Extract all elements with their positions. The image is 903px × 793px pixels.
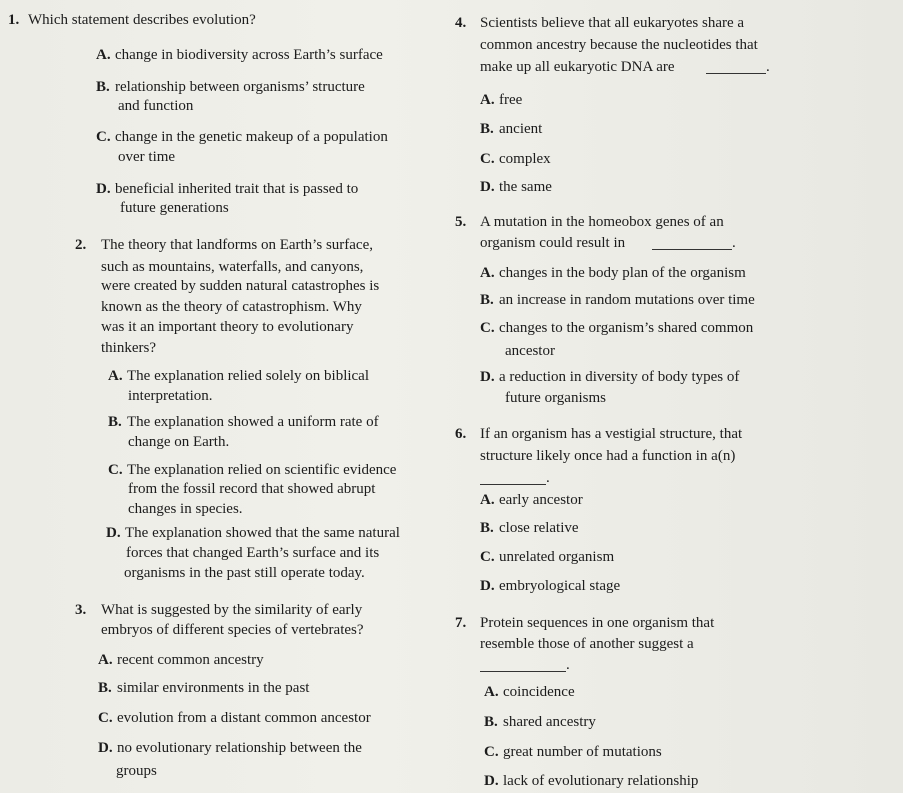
- question-stem: was it an important theory to evolutionary: [101, 319, 354, 335]
- question-stem: known as the theory of catastrophism. Why: [101, 299, 362, 315]
- question-stem: were created by sudden natural catastrophes is: [101, 278, 380, 294]
- answer-blank[interactable]: [480, 483, 546, 485]
- option-text: ancient: [499, 121, 543, 137]
- option-text: free: [499, 92, 523, 108]
- question-stem: Scientists believe that all eukaryotes share a: [480, 15, 745, 31]
- option-letter: A.: [96, 47, 111, 63]
- question-stem: resemble those of another suggest a: [480, 636, 694, 652]
- option-text: shared ancestry: [503, 714, 596, 730]
- option-text: beneficial inherited trait that is passed to: [115, 181, 359, 197]
- option-text: relationship between organisms’ structure: [115, 79, 365, 95]
- question-number: 2.: [75, 237, 87, 253]
- question-number: 5.: [455, 214, 467, 230]
- answer-blank[interactable]: [652, 248, 732, 250]
- question-stem: Protein sequences in one organism that: [480, 615, 715, 631]
- option-text: The explanation relied solely on biblical: [127, 368, 370, 384]
- option-letter: C.: [484, 744, 499, 760]
- option-text: over time: [118, 149, 176, 165]
- option-text: organisms in the past still operate today.: [124, 565, 365, 581]
- option-text: changes in species.: [128, 501, 243, 517]
- option-text: similar environments in the past: [117, 680, 310, 696]
- question-stem: such as mountains, waterfalls, and canyons,: [101, 259, 364, 275]
- question-stem: Which statement describes evolution?: [28, 12, 256, 28]
- option-text: no evolutionary relationship between the: [117, 740, 362, 756]
- option-text: forces that changed Earth’s surface and its: [126, 545, 380, 561]
- option-text: future organisms: [505, 390, 606, 406]
- option-letter: A.: [480, 265, 495, 281]
- question-number: 3.: [75, 602, 87, 618]
- option-letter: C.: [108, 462, 123, 478]
- question-stem: make up all eukaryotic DNA are: [480, 59, 675, 75]
- option-letter: A.: [480, 492, 495, 508]
- option-letter: D.: [106, 525, 121, 541]
- option-letter: D.: [480, 179, 495, 195]
- question-stem: A mutation in the homeobox genes of an: [480, 214, 724, 230]
- question-stem: organism could result in: [480, 235, 626, 251]
- option-text: The explanation relied on scientific evidence: [127, 462, 397, 478]
- option-letter: C.: [480, 151, 495, 167]
- option-text: coincidence: [503, 684, 575, 700]
- option-letter: B.: [480, 520, 494, 536]
- period: .: [546, 470, 550, 486]
- option-letter: A.: [484, 684, 499, 700]
- option-text: changes to the organism’s shared common: [499, 320, 754, 336]
- option-text: early ancestor: [499, 492, 583, 508]
- option-letter: C.: [96, 129, 111, 145]
- option-text: unrelated organism: [499, 549, 615, 565]
- option-text: the same: [499, 179, 552, 195]
- option-text: change in the genetic makeup of a population: [115, 129, 388, 145]
- option-letter: B.: [96, 79, 110, 95]
- option-text: change on Earth.: [128, 434, 230, 450]
- option-letter: D.: [480, 369, 495, 385]
- option-letter: A.: [98, 652, 113, 668]
- option-letter: C.: [480, 549, 495, 565]
- answer-blank[interactable]: [706, 72, 766, 74]
- option-text: great number of mutations: [503, 744, 662, 760]
- question-stem: thinkers?: [101, 340, 156, 356]
- option-text: embryological stage: [499, 578, 621, 594]
- option-text: The explanation showed that the same natural: [125, 525, 400, 541]
- option-text: recent common ancestry: [117, 652, 264, 668]
- question-number: 1.: [8, 12, 20, 28]
- option-letter: B.: [480, 292, 494, 308]
- option-text: change in biodiversity across Earth’s surface: [115, 47, 383, 63]
- option-letter: C.: [98, 710, 113, 726]
- option-text: groups: [116, 763, 157, 779]
- option-letter: B.: [108, 414, 122, 430]
- question-stem: common ancestry because the nucleotides that: [480, 37, 758, 53]
- answer-blank[interactable]: [480, 670, 566, 672]
- option-text: future generations: [120, 200, 229, 216]
- option-letter: A.: [480, 92, 495, 108]
- option-letter: B.: [484, 714, 498, 730]
- option-text: close relative: [499, 520, 579, 536]
- option-letter: B.: [480, 121, 494, 137]
- option-text: an increase in random mutations over time: [499, 292, 755, 308]
- period: .: [566, 657, 570, 673]
- option-text: and function: [118, 98, 194, 114]
- option-text: a reduction in diversity of body types of: [499, 369, 740, 385]
- question-stem: The theory that landforms on Earth’s surface,: [101, 237, 373, 253]
- question-number: 7.: [455, 615, 467, 631]
- option-letter: D.: [98, 740, 113, 756]
- option-text: changes in the body plan of the organism: [499, 265, 746, 281]
- option-letter: B.: [98, 680, 112, 696]
- option-letter: A.: [108, 368, 123, 384]
- option-letter: C.: [480, 320, 495, 336]
- option-text: complex: [499, 151, 551, 167]
- option-text: from the fossil record that showed abrupt: [128, 481, 376, 497]
- option-text: interpretation.: [128, 388, 213, 404]
- question-stem: What is suggested by the similarity of early: [101, 602, 363, 618]
- question-number: 4.: [455, 15, 467, 31]
- option-letter: D.: [484, 773, 499, 789]
- option-letter: D.: [480, 578, 495, 594]
- option-letter: D.: [96, 181, 111, 197]
- option-text: evolution from a distant common ancestor: [117, 710, 371, 726]
- question-stem: If an organism has a vestigial structure, that: [480, 426, 743, 442]
- question-number: 6.: [455, 426, 467, 442]
- period: .: [766, 59, 770, 75]
- option-text: The explanation showed a uniform rate of: [127, 414, 379, 430]
- question-stem: embryos of different species of vertebrates?: [101, 622, 364, 638]
- question-stem: structure likely once had a function in a(n): [480, 448, 736, 464]
- option-text: ancestor: [505, 343, 555, 359]
- option-text: lack of evolutionary relationship: [503, 773, 699, 789]
- period: .: [732, 235, 736, 251]
